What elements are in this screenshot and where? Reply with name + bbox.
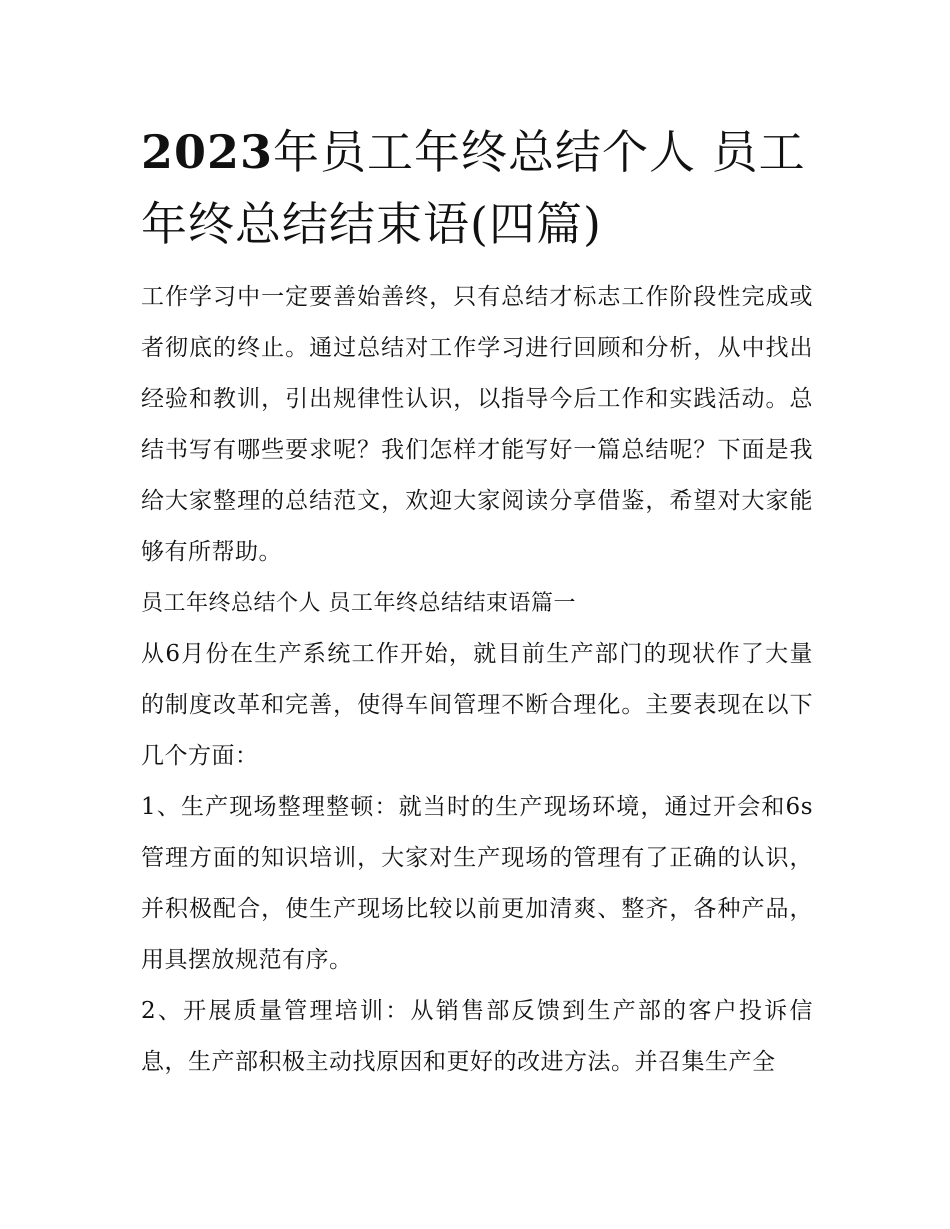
section-heading: 员工年终总结个人 员工年终总结结束语篇一 (141, 591, 576, 616)
body-paragraph: 从6月份在生产系统工作开始，就目前生产部门的现状作了大量的制度改革和完善，使得车间管理不断合理化。主要表现在以下几个方面： (141, 641, 813, 769)
document-page (141, 116, 813, 1088)
title-text: 年员工年终总结个人 员工年终总结结束语(四篇) (141, 125, 806, 251)
list-item-1: 1、生产现场整理整顿：就当时的生产现场环境，通过开会和6s管理方面的知识培训，大家对生产现场的管理有了正确的认识，并积极配合，使生产现场比较以前更加清爽、整齐，各种产品，用具摆放规范有序。 (141, 794, 813, 973)
title-year: 2023 (141, 125, 274, 179)
list-item-2: 2、开展质量管理培训：从销售部反馈到生产部的客户投诉信息，生产部积极主动找原因和更好的改进方法。并召集生产全 (141, 998, 813, 1075)
intro-paragraph: 工作学习中一定要善始善终，只有总结才标志工作阶段性完成或者彻底的终止。通过总结对工作学习进行回顾和分析，从中找出经验和教训，引出规律性认识，以指导今后工作和实践活动。总结书写有哪些要求呢？我们怎样才能写好一篇总结呢？下面是我给大家整理的总结范文，欢迎大家阅读分享借鉴，希望对大家能够有所帮助。 (141, 284, 813, 565)
document-title (141, 116, 813, 260)
document-body (141, 272, 813, 1088)
